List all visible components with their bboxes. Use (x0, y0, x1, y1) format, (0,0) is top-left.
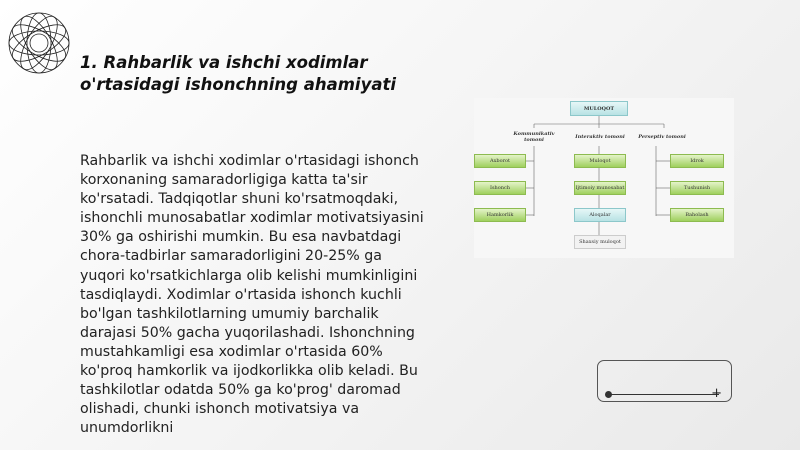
rosette-logo-icon (4, 4, 74, 82)
slider-add-icon[interactable]: + (711, 386, 722, 401)
communication-diagram (474, 98, 734, 258)
slide-title (80, 52, 460, 96)
diagram-left-item: Hamkorlik (474, 208, 526, 222)
diagram-connectors (474, 98, 734, 258)
diagram-right-item: Tushunish (670, 181, 724, 195)
slider-track[interactable] (608, 394, 719, 395)
slide-title-line-1: 1. Rahbarlik va ishchi xodimlar (80, 53, 368, 72)
slider-handle[interactable] (605, 391, 612, 398)
diagram-center-item: Ijtimoiy munosabat (574, 181, 626, 195)
diagram-top-box: MULOQOT (570, 101, 628, 116)
diagram-left-item: Axborot (474, 154, 526, 168)
diagram-branch-center: Interaktiv tomoni (575, 134, 625, 140)
diagram-right-item: Idrok (670, 154, 724, 168)
diagram-branch-left: Kommunikativ tomoni (513, 131, 555, 143)
slide-title-line-2: o'rtasidagi ishonchning ahamiyati (80, 75, 397, 94)
slide-body-text: Rahbarlik va ishchi xodimlar o'rtasidagi ishonch korxonaning samaradorligiga katta ta'sir ko'rsatadi. Tadqiqotlar shuni ko'rsatmoqdaki, ishonchli munosabatlar xodimlar motivatsiyasini 30% ga oshirishi mumkin. Bu esa navbatdagi chora-tadbirlar samaradorligini 20-25% ga yuqori ko'rsatkichlarga olib kelishi mumkinligini tasdiqlaydi. Xodimlar o'rtasida ishonch kuchli bo'lgan tashkilotlarning umumiy barchalik darajasi 50% gacha yuqorilashadi. Ishonchning mustahkamligi esa xodimlar o'rtasida 60% ko'proq hamkorlik va ijodkorlikka olib keladi. Bu tashkilotlar odatda 50% ga ko'prog' daromad olishadi, chunki ishonch motivatsiya va unumdorlikni (80, 153, 424, 437)
timeline-slider[interactable] (597, 360, 732, 402)
diagram-right-item: Baholash (670, 208, 724, 222)
diagram-center-item: Aloqalar (574, 208, 626, 222)
diagram-center-item: Muloqot (574, 154, 626, 168)
diagram-center-item: Shaxsiy muloqot (574, 235, 626, 249)
diagram-branch-right: Perseptiv tomoni (638, 134, 686, 140)
diagram-left-item: Ishonch (474, 181, 526, 195)
